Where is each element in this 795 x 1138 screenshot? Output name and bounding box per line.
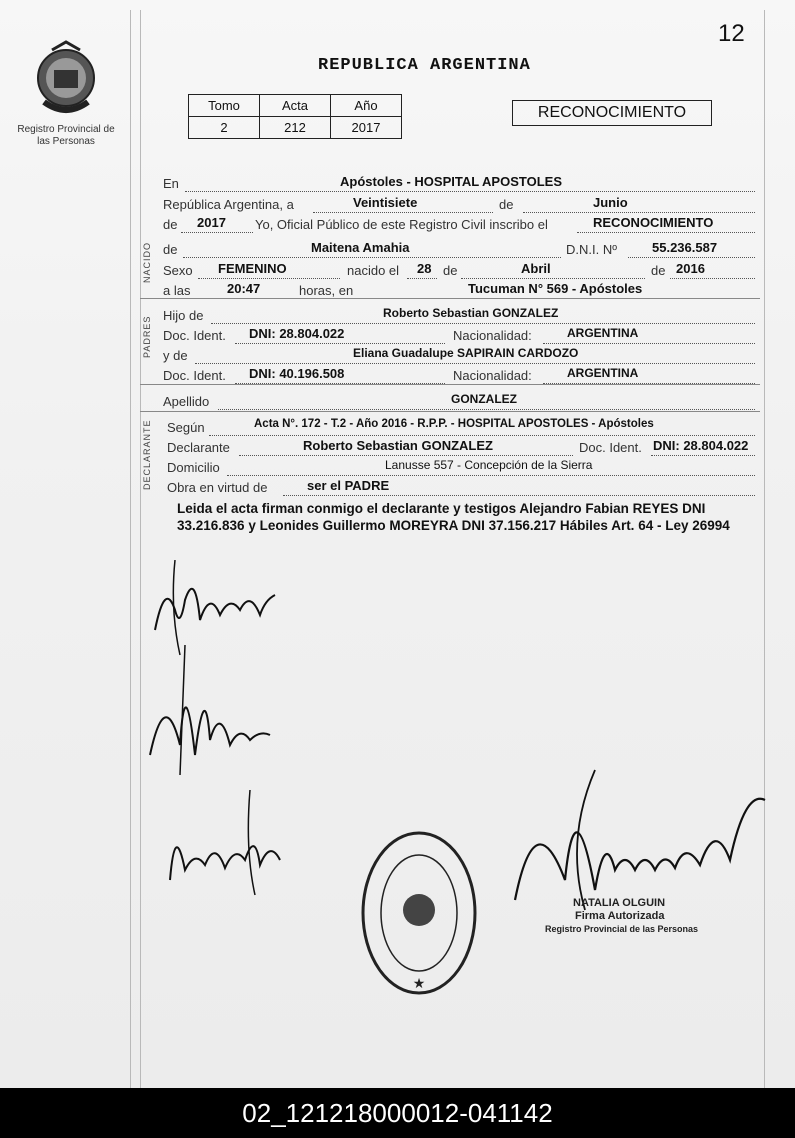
section-divider-2 [140,384,760,385]
label-nacido-el: nacido el [347,263,400,278]
registry-value-acta: 212 [260,117,331,139]
value-anio: 2017 [197,215,226,230]
document-title: REPUBLICA ARGENTINA [318,56,531,75]
coat-of-arms-logo [30,40,102,118]
side-label-declarante: DECLARANTE [142,419,152,490]
officer-stamp [545,897,698,936]
label-segun: Según [167,420,205,435]
label-de-nac-anio: de [651,263,666,278]
value-dni: 55.236.587 [652,240,718,255]
row-apellido [163,392,755,410]
row-padre-doc [163,326,755,344]
value-padre-nac: ARGENTINA [567,326,639,340]
row-obra [167,478,755,496]
section-divider [140,298,760,299]
value-domicilio: Lanusse 557 - Concepción de la Sierra [385,458,593,472]
label-domicilio: Domicilio [167,460,220,475]
value-padre: Roberto Sebastian GONZALEZ [383,306,559,320]
value-madre-nac: ARGENTINA [567,366,639,380]
logo-caption: Registro Provincial de las Personas [17,124,115,147]
value-dia: Veintisiete [353,195,418,210]
value-obra: ser el PADRE [307,478,390,493]
act-type-box: RECONOCIMIENTO [512,100,712,126]
registry-table [188,94,402,139]
stamp-name: NATALIA OLGUIN [573,897,666,909]
witness-signature-3 [160,790,290,900]
label-sexo: Sexo [163,263,193,278]
row-fecha [163,195,755,213]
row-declarante [167,438,755,456]
row-nombre [163,240,755,258]
label-oficial: Yo, Oficial Público de este Registro Civil inscribo el [255,217,548,232]
value-nac-mes: Abril [521,261,551,276]
barcode-label: 02_121218000012-041142 [0,1088,795,1138]
value-madre-doc: DNI: 40.196.508 [249,366,345,381]
stamp-role: Firma Autorizada [575,910,665,922]
label-doc-ident-declarante: Doc. Ident. [579,440,642,455]
left-margin-line [130,10,131,1088]
closing-statement: Leida el acta firman conmigo el declarante y testigos Alejandro Fabian REYES DNI 33.216.836 y Leonides Guillermo MOREYRA DNI 37.156.217 Hábiles Art. 64 - Ley 26994 [177,501,730,533]
left-margin-line-inner [140,10,141,1088]
side-label-padres: PADRES [142,315,152,358]
value-nombre: Maitena Amahia [311,240,410,255]
value-nac-anio: 2016 [676,261,705,276]
row-oficial [163,215,755,233]
value-declarante: Roberto Sebastian GONZALEZ [303,438,493,453]
section-divider-3 [140,411,760,412]
value-apellido: GONZALEZ [451,392,517,406]
witness-signature-2 [145,645,275,775]
value-lugar-nac: Tucuman N° 569 - Apóstoles [468,281,643,296]
row-domicilio [167,458,755,476]
official-seal [360,830,478,996]
label-republica: República Argentina, a [163,197,294,212]
registry-header-tomo: Tomo [189,95,260,117]
registry-value-tomo: 2 [189,117,260,139]
label-en: En [163,176,179,191]
label-y-de: y de [163,348,188,363]
label-doc-ident-padre: Doc. Ident. [163,328,226,343]
value-hora: 20:47 [227,281,261,296]
value-madre: Eliana Guadalupe SAPIRAIN CARDOZO [353,346,579,360]
value-mes: Junio [593,195,628,210]
row-lugar [163,174,755,192]
value-nac-dia: 28 [417,261,432,276]
label-declarante: Declarante [167,440,230,455]
value-sexo: FEMENINO [218,261,287,276]
label-obra: Obra en virtud de [167,480,268,495]
value-padre-doc: DNI: 28.804.022 [249,326,345,341]
row-madre-doc [163,366,755,384]
row-segun [167,418,755,436]
row-sexo [163,261,755,279]
label-de-anio: de [163,217,178,232]
label-nacionalidad-madre: Nacionalidad: [453,368,532,383]
label-doc-ident-madre: Doc. Ident. [163,368,226,383]
label-horas: horas, en [299,283,354,298]
row-madre [163,346,755,364]
label-nacionalidad-padre: Nacionalidad: [453,328,532,343]
value-declarante-doc: DNI: 28.804.022 [653,438,749,453]
row-padre [163,306,755,324]
row-hora [163,281,755,299]
side-label-nacido: NACIDO [142,241,152,283]
registry-value-anio: 2017 [331,117,402,139]
page-number: 12 [718,20,745,47]
stamp-office: Registro Provincial de las Personas [545,924,699,934]
registry-header-anio: Año [331,95,402,117]
registry-header-acta: Acta [260,95,331,117]
label-dni: D.N.I. Nº [566,242,617,257]
label-de-nac-mes: de [443,263,458,278]
svg-text:★: ★ [412,976,426,992]
label-hijo-de: Hijo de [163,308,204,323]
value-lugar: Apóstoles - HOSPITAL APOSTOLES [340,174,562,189]
label-apellido: Apellido [163,394,210,409]
value-segun: Acta N°. 172 - T.2 - Año 2016 - R.P.P. - HOSPITAL APOSTOLES - Apóstoles [254,418,654,430]
value-tipo: RECONOCIMIENTO [593,215,714,230]
label-a-las: a las [163,283,191,298]
label-de-nombre: de [163,242,178,257]
label-de-mes: de [499,197,514,212]
